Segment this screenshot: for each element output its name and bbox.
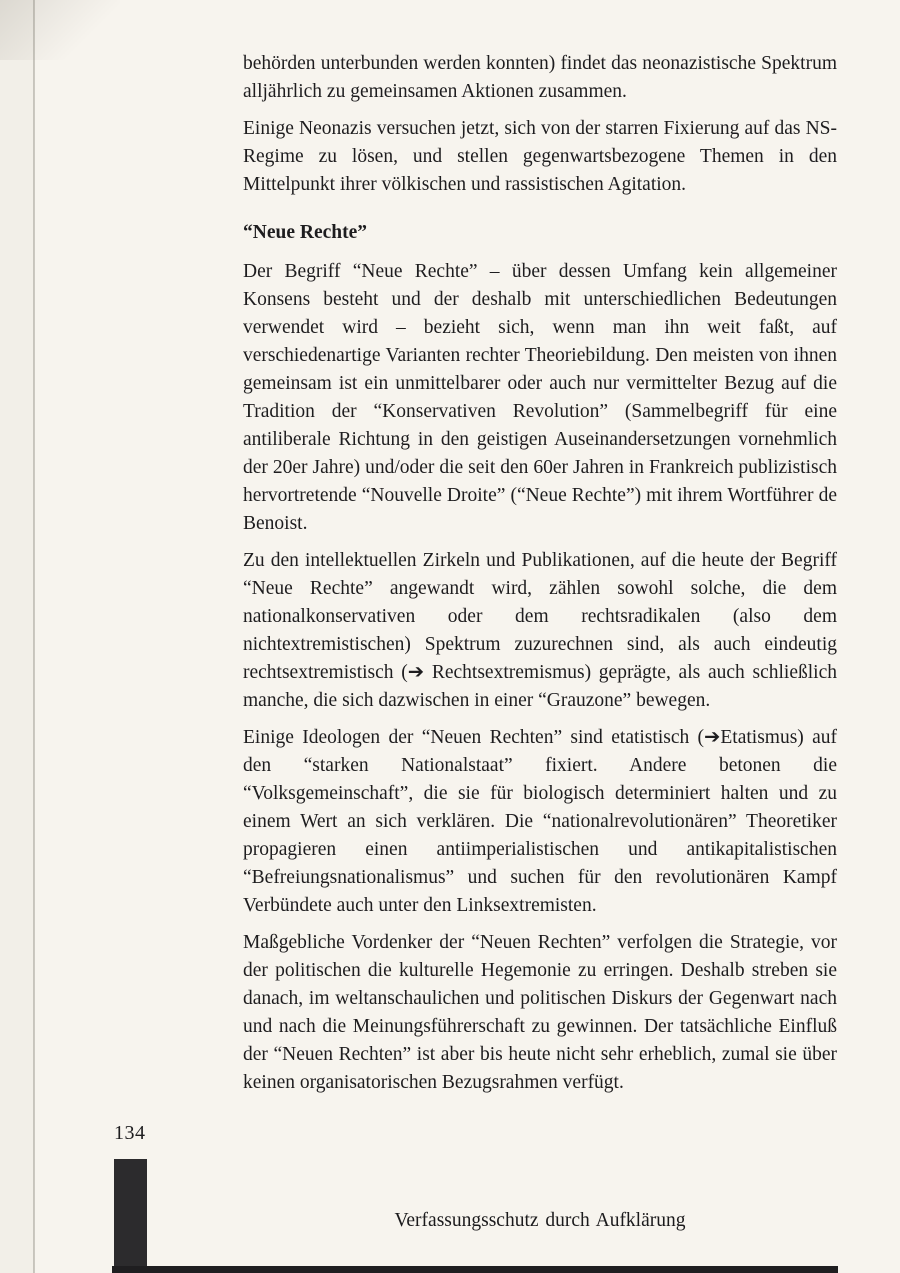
page-bottom-edge: [112, 1266, 838, 1273]
black-tab-bar: [114, 1159, 147, 1273]
running-footer-title: Verfassungsschutz durch Aufklärung: [394, 1210, 686, 1231]
body-paragraph: Der Begriff “Neue Rechte” – über dessen Umfang kein allgemeiner Konsens besteht und der deshalb mit unterschiedlichen Bedeutungen verwendet wird – bezieht sich, wenn man ihn weit faßt, auf verschiedenartige Varianten rechter Theoriebildung. Den meisten von ihnen gemeinsam ist ein unmittelbarer oder auch nur vermittelter Bezug auf die Tradition der “Konservativen Revolution” (Sammelbegriff für eine antiliberale Richtung in den geistigen Auseinandersetzungen vornehmlich der 20er Jahre) und/oder die seit den 60er Jahren in Frankreich publizistisch hervortretende “Nouvelle Droite” (“Neue Rechte”) mit ihrem Wortführer de Benoist.: [243, 261, 837, 534]
page-number: 134: [114, 1122, 146, 1144]
body-paragraph: Einige Ideologen der “Neuen Rechten” sind etatistisch (➔Etatismus) auf den “starken Nationalstaat” fixiert. Andere betonen die “Volksgemeinschaft”, die sie für biologisch determiniert halten und zu einem Wert an sich verklären. Die “nationalrevolutionären” Theoretiker propagieren einen antiimperialistischen und antikapitalistischen “Befreiungsnationalismus” und suchen für den revolutionären Kampf Verbündete auch unter den Linksextremisten.: [243, 727, 837, 916]
scan-left-margin: [0, 0, 34, 1273]
scan-corner-shadow: [0, 0, 120, 60]
scan-crease-line: [33, 0, 35, 1273]
section-heading: “Neue Rechte”: [243, 222, 367, 243]
body-paragraph: behörden unterbunden werden konnten) findet das neonazistische Spektrum alljährlich zu gemeinsamen Aktionen zusammen.: [243, 53, 837, 102]
body-paragraph: Maßgebliche Vordenker der “Neuen Rechten” verfolgen die Strategie, vor der politischen die kulturelle Hegemonie zu erringen. Deshalb streben sie danach, im weltanschaulichen und politischen Diskurs der Gegenwart nach und nach die Meinungsführerschaft zu gewinnen. Der tatsächliche Einfluß der “Neuen Rechten” ist aber bis heute nicht sehr erheblich, zumal sie über keinen organisatorischen Bezugsrahmen verfügt.: [243, 932, 837, 1093]
body-paragraph: Einige Neonazis versuchen jetzt, sich von der starren Fixierung auf das NS-Regime zu lösen, und stellen gegenwartsbezogene Themen in den Mittelpunkt ihrer völkischen und rassistischen Agitation.: [243, 118, 837, 195]
body-paragraph: Zu den intellektuellen Zirkeln und Publikationen, auf die heute der Begriff “Neue Rechte” angewandt wird, zählen sowohl solche, die dem nationalkonservativen oder dem rechtsradikalen (also dem nichtextremistischen) Spektrum zuzurechnen sind, als auch eindeutig rechtsextremistisch (➔ Rechtsextremismus) geprägte, als auch schließlich manche, die sich dazwischen in einer “Grauzone” bewegen.: [243, 550, 837, 711]
text-column: [243, 50, 837, 1106]
